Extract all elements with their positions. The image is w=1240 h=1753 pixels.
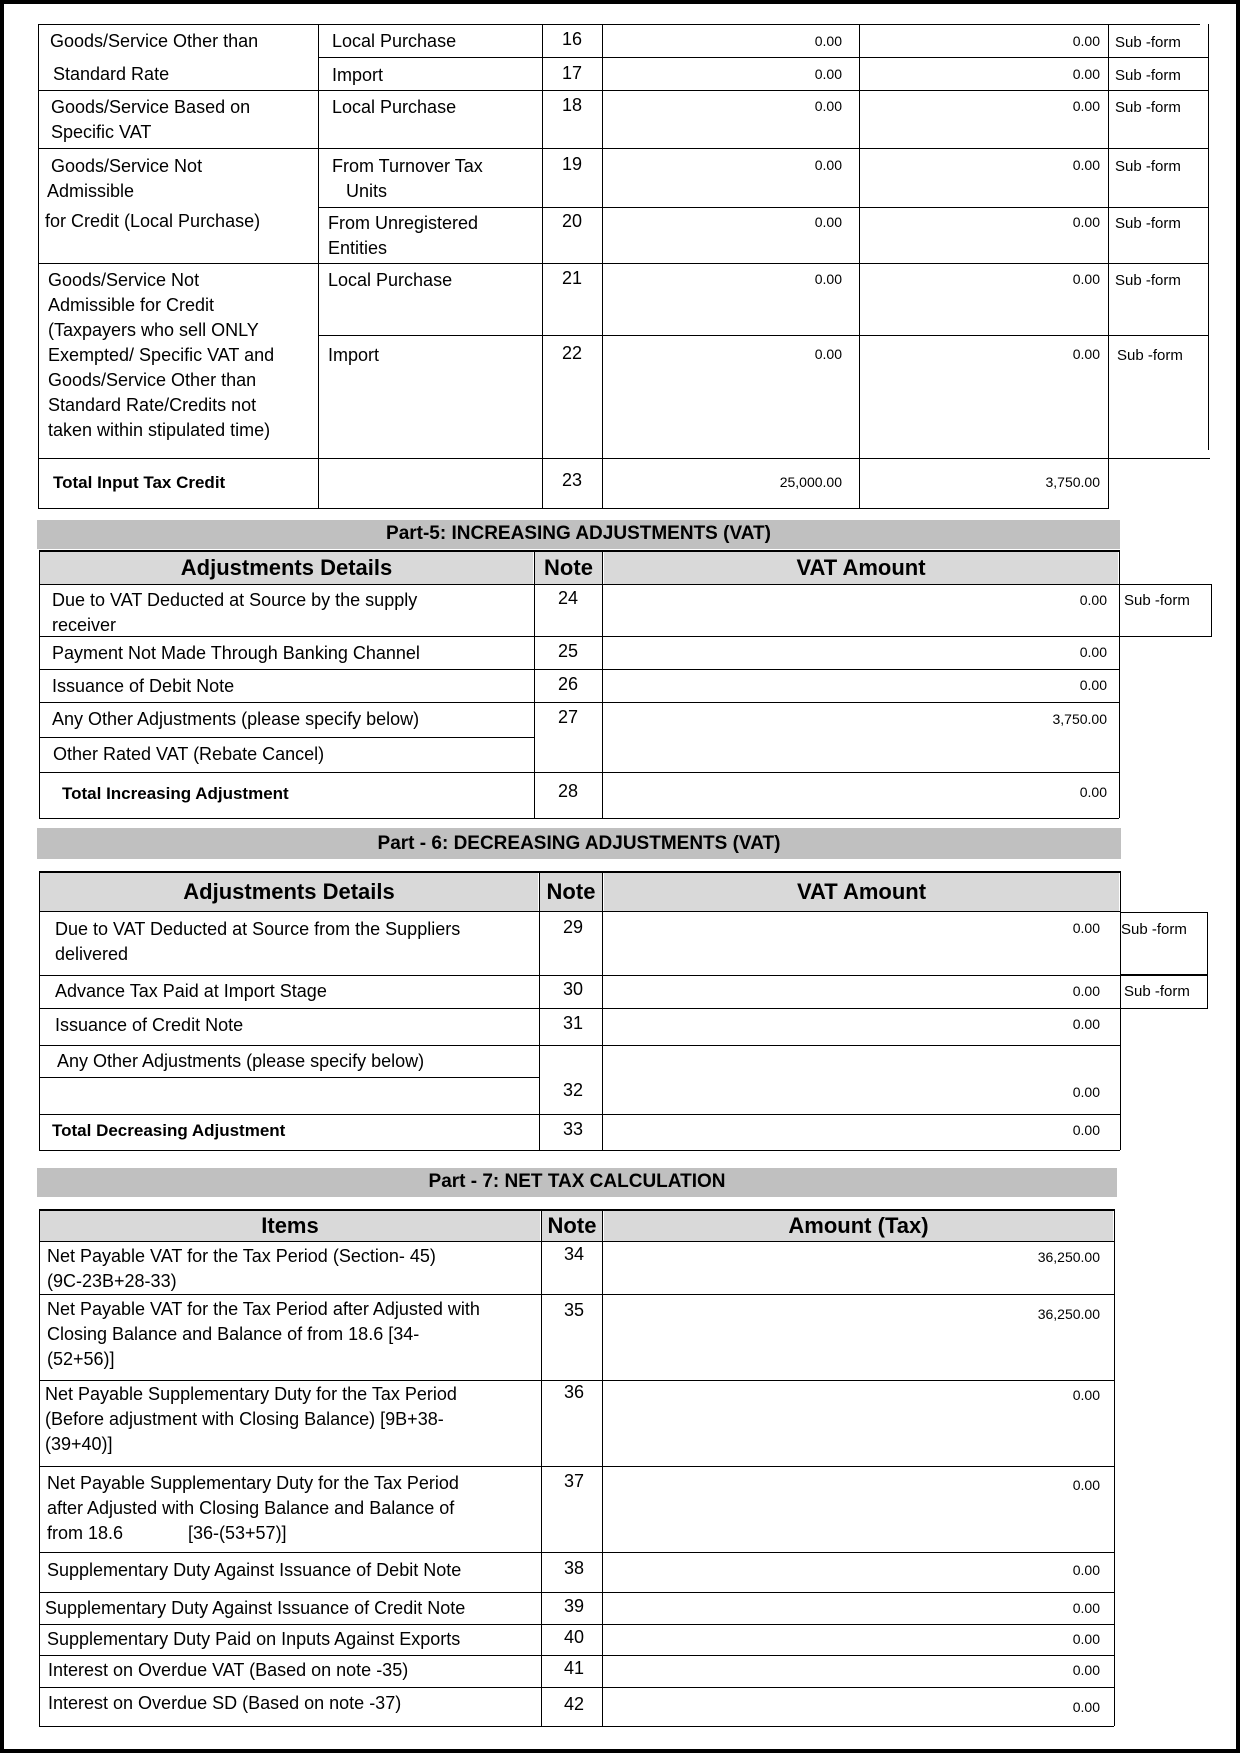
tax-amount: 0.00 [1072,1387,1100,1403]
row-label: (Taxpayers who sell ONLY [48,320,259,340]
row-label: Standard Rate/Credits not [48,395,257,415]
item-label: [36-(53+57)] [188,1523,287,1543]
note-number: 42 [563,1694,585,1714]
note-number: 29 [562,917,584,937]
item-label: Net Payable Supplementary Duty for the Tax Period [45,1384,457,1404]
item-label: Net Payable VAT for the Tax Period after Adjusted with [47,1299,480,1319]
note-number: 37 [563,1471,585,1491]
subform-link[interactable]: Sub -form [1115,67,1181,84]
tax-amount: 36,250.00 [1037,1249,1100,1265]
row-sublabel: Units [346,181,388,201]
tax-amount: 36,250.00 [1037,1306,1100,1322]
adj-label: receiver [52,615,117,635]
total-value: 25,000.00 [779,474,842,490]
item-label: (9C-23B+28-33) [47,1271,177,1291]
subform-link[interactable]: Sub -form [1115,34,1181,51]
tax-amount: 0.00 [1072,1699,1100,1715]
note-number: 24 [557,588,579,608]
vat-amount: 0.00 [1079,592,1107,608]
note-number: 18 [561,95,583,115]
note-number: 38 [563,1558,585,1578]
note-number: 19 [561,154,583,174]
adj-label: Payment Not Made Through Banking Channel [52,643,420,663]
value-cell: 0.00 [1072,157,1100,173]
item-label: Interest on Overdue VAT (Based on note -35) [48,1660,409,1680]
note-number: 35 [563,1300,585,1320]
subform-link[interactable]: Sub -form [1121,921,1187,938]
col-header-items: Items [40,1211,540,1241]
part7-title: Part - 7: NET TAX CALCULATION [37,1168,1117,1197]
col-header-details: Adjustments Details [40,873,538,911]
tax-amount: 0.00 [1072,1600,1100,1616]
subform-link[interactable]: Sub -form [1115,272,1181,289]
item-label: Supplementary Duty Against Issuance of Credit Note [45,1598,466,1618]
subform-link[interactable]: Sub -form [1115,158,1181,175]
value-cell: 0.00 [814,214,842,230]
item-label: Closing Balance and Balance of from 18.6 [34- [47,1324,420,1344]
note-number: 40 [563,1627,585,1647]
subform-link[interactable]: Sub -form [1124,983,1190,1000]
note-number: 23 [561,470,583,490]
value-cell: 0.00 [814,98,842,114]
row-sublabel: From Unregistered [328,213,479,233]
value-cell: 0.00 [814,66,842,82]
row-sublabel: Local Purchase [332,31,457,51]
value-cell: 0.00 [1072,271,1100,287]
item-label: Supplementary Duty Against Issuance of Debit Note [47,1560,462,1580]
tax-amount: 0.00 [1072,1631,1100,1647]
row-label: Goods/Service Based on [51,97,251,117]
vat-amount: 0.00 [1079,784,1107,800]
row-label: for Credit (Local Purchase) [45,211,261,231]
vat-amount: 0.00 [1079,644,1107,660]
note-number: 31 [562,1013,584,1033]
subform-link[interactable]: Sub -form [1124,592,1190,609]
total-increasing-label: Total Increasing Adjustment [62,784,289,803]
row-label: Standard Rate [53,64,170,84]
note-number: 17 [561,63,583,83]
note-number: 16 [561,29,583,49]
item-label: Net Payable VAT for the Tax Period (Section- 45) [47,1246,436,1266]
row-label: Goods/Service Not [48,270,200,290]
vat-amount: 3,750.00 [1052,711,1107,727]
value-cell: 0.00 [814,157,842,173]
tax-amount: 0.00 [1072,1477,1100,1493]
item-label: Supplementary Duty Paid on Inputs Against Exports [47,1629,461,1649]
row-sublabel: Import [328,345,380,365]
part6-title: Part - 6: DECREASING ADJUSTMENTS (VAT) [37,828,1121,859]
row-label: Exempted/ Specific VAT and [48,345,275,365]
subform-link[interactable]: Sub -form [1117,347,1183,364]
item-label: after Adjusted with Closing Balance and Balance of [47,1498,455,1518]
vat-amount: 0.00 [1072,1122,1100,1138]
row-label: Goods/Service Not [51,156,203,176]
note-number: 28 [557,781,579,801]
col-header-note: Note [535,552,602,584]
total-decreasing-label: Total Decreasing Adjustment [52,1121,286,1140]
adj-label: Due to VAT Deducted at Source by the supply [52,590,418,610]
tax-amount: 0.00 [1072,1662,1100,1678]
value-cell: 0.00 [1072,33,1100,49]
row-label: Admissible for Credit [48,295,215,315]
subform-link[interactable]: Sub -form [1115,215,1181,232]
row-label: Admissible [47,181,135,201]
col-header-amount: VAT Amount [604,873,1119,911]
total-input-tax-label: Total Input Tax Credit [53,473,226,492]
item-label: (Before adjustment with Closing Balance) [9B+38- [45,1409,444,1429]
adj-label: Issuance of Credit Note [55,1015,244,1035]
item-label: Interest on Overdue SD (Based on note -37) [48,1693,402,1713]
value-cell: 0.00 [1072,214,1100,230]
row-label: Goods/Service Other than [50,31,259,51]
note-number: 41 [563,1658,585,1678]
row-sublabel: Entities [328,238,388,258]
value-cell: 0.00 [814,271,842,287]
row-sublabel: Import [332,65,384,85]
tax-amount: 0.00 [1072,1562,1100,1578]
row-sublabel: Local Purchase [328,270,453,290]
note-number: 21 [561,268,583,288]
vat-amount: 0.00 [1072,1084,1100,1100]
row-sublabel: Local Purchase [332,97,457,117]
adj-label: Other Rated VAT (Rebate Cancel) [53,744,325,764]
col-header-amount: Amount (Tax) [604,1211,1113,1241]
row-label: taken within stipulated time) [48,420,271,440]
note-number: 27 [557,707,579,727]
adj-label: Issuance of Debit Note [52,676,235,696]
col-header-amount: VAT Amount [604,552,1118,584]
item-label: from 18.6 [47,1523,124,1543]
vat-amount: 0.00 [1072,1016,1100,1032]
value-cell: 0.00 [814,346,842,362]
item-label: (39+40)] [45,1434,113,1454]
note-number: 39 [563,1596,585,1616]
subform-link[interactable]: Sub -form [1115,99,1181,116]
note-number: 36 [563,1382,585,1402]
value-cell: 0.00 [1072,346,1100,362]
vat-amount: 0.00 [1079,677,1107,693]
note-number: 25 [557,641,579,661]
row-label: Goods/Service Other than [48,370,257,390]
note-number: 32 [562,1080,584,1100]
vat-amount: 0.00 [1072,983,1100,999]
value-cell: 0.00 [1072,66,1100,82]
value-cell: 0.00 [814,33,842,49]
vat-amount: 0.00 [1072,920,1100,936]
adj-label: delivered [55,944,129,964]
col-header-note: Note [540,873,602,911]
note-number: 34 [563,1244,585,1264]
adj-label: Any Other Adjustments (please specify below) [52,709,420,729]
col-header-note: Note [542,1211,602,1241]
row-label: Specific VAT [51,122,152,142]
note-number: 20 [561,211,583,231]
note-number: 22 [561,343,583,363]
col-header-details: Adjustments Details [40,552,533,584]
value-cell: 0.00 [1072,98,1100,114]
adj-label: Any Other Adjustments (please specify below) [57,1051,425,1071]
row-sublabel: From Turnover Tax [332,156,483,176]
adj-label: Due to VAT Deducted at Source from the Suppliers [55,919,461,939]
adj-label: Advance Tax Paid at Import Stage [55,981,327,1001]
part5-title: Part-5: INCREASING ADJUSTMENTS (VAT) [37,520,1120,549]
note-number: 26 [557,674,579,694]
total-vat: 3,750.00 [1045,474,1100,490]
item-label: (52+56)] [47,1349,115,1369]
note-number: 30 [562,979,584,999]
note-number: 33 [562,1119,584,1139]
item-label: Net Payable Supplementary Duty for the Tax Period [47,1473,459,1493]
